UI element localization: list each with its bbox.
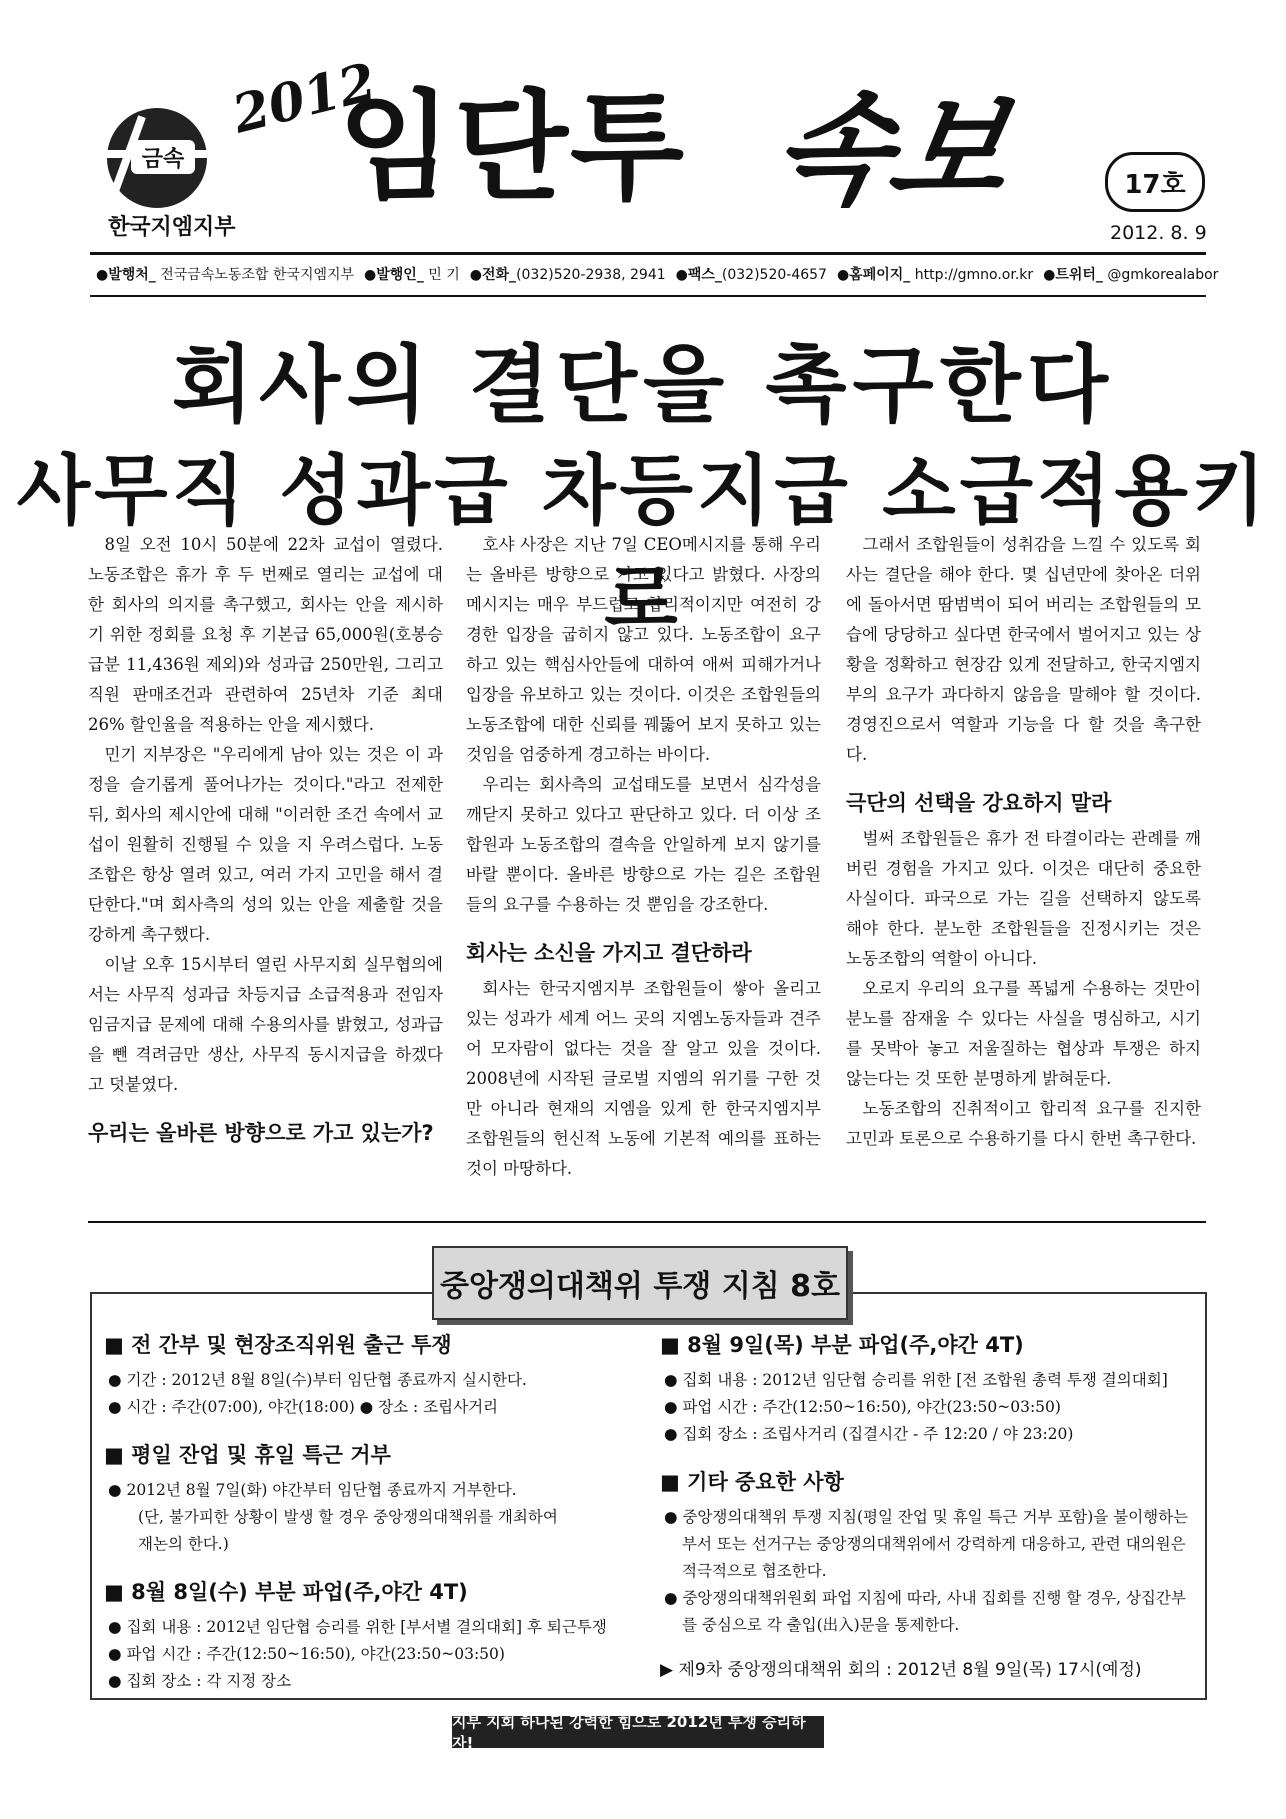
section-heading: 극단의 선택을 강요하지 말라 xyxy=(846,791,1112,815)
guideline-item: ● 파업 시간 : 주간(12:50~16:50), 야간(23:50~03:50) xyxy=(664,1398,1061,1416)
phone: (032)520-2938, 2941 xyxy=(516,267,666,283)
guideline-section-title: ■ 기타 중요한 사항 xyxy=(660,1470,844,1494)
guideline-item: ● 중앙쟁의대책위원회 파업 지침에 따라, 사내 집회를 진행 할 경우, 상집간부를 중심으로 각 출입(出入)문을 통제한다. xyxy=(664,1589,1186,1634)
paragraph: 벌써 조합원들은 휴가 전 타결이라는 관례를 깨버린 경험을 가지고 있다. 이것은 대단히 중요한 사실이다. 파국으로 가는 길을 선택하지 않도록 해야 한다. 분노한 조합원들을 진정시키는 것은 노동조합의 역할이 아니다. xyxy=(846,829,1201,968)
masthead-subtitle: 속보 xyxy=(762,82,1020,221)
guideline-item: ● 파업 시간 : 주간(12:50~16:50), 야간(23:50~03:50) xyxy=(108,1645,505,1663)
issuer-label: ●발행인_ xyxy=(364,267,424,283)
guideline-item: ● 집회 장소 : 각 지정 장소 xyxy=(108,1672,292,1690)
paragraph: 그래서 조합원들이 성취감을 느낄 수 있도록 회사는 결단을 해야 한다. 몇 십년만에 찾아온 더위에 돌아서면 땀범벅이 되어 버리는 조합원들의 모습에 당당하고 싶다면 한국에서 벌어지고 있는 상황을 정확하고 현장감 있게 전달하고, 한국지엠지부의 요구가 과다하지 않음을 말해야 할 것이다. 경영진으로서 역할과 기능을 다 할 것을 촉구한다. xyxy=(846,535,1201,764)
section-heading: 우리는 올바른 방향으로 가고 있는가? xyxy=(88,1121,434,1145)
guideline-item: ● 시간 : 주간(07:00), 야간(18:00) ● 장소 : 조립사거리 xyxy=(108,1398,499,1416)
issuer: 민 기 xyxy=(428,267,460,283)
guideline-note: (단, 불가피한 상황이 발생 할 경우 중앙쟁의대책위를 개최하여 xyxy=(138,1508,558,1526)
guideline-item: ● 기간 : 2012년 8월 8일(수)부터 임단협 종료까지 실시한다. xyxy=(108,1371,527,1389)
guideline-section-title: ■ 8월 8일(수) 부분 파업(주,야간 4T) xyxy=(104,1580,468,1604)
masthead-branch: 한국지엠지부 xyxy=(108,215,236,240)
guidelines-title: 중앙쟁의대책위 투쟁 지침 8호 xyxy=(432,1246,848,1320)
publication-info xyxy=(96,264,1219,284)
guideline-section-title: ■ 평일 잔업 및 휴일 특근 거부 xyxy=(104,1443,391,1467)
headline-primary: 회사의 결단을 촉구한다 xyxy=(172,336,1114,434)
paragraph: 노동조합의 진취적이고 합리적 요구를 진지한 고민과 토론으로 수용하기를 다시 한번 촉구한다. xyxy=(846,1099,1201,1148)
union-logo xyxy=(95,100,235,220)
section-heading: 회사는 소신을 가지고 결단하라 xyxy=(466,941,752,965)
guideline-item: ● 집회 내용 : 2012년 임단협 승리를 위한 [전 조합원 총력 투쟁 결의대회] xyxy=(664,1371,1168,1389)
phone-label: ●전화_ xyxy=(469,267,517,283)
guideline-section-title: ■ 8월 9일(목) 부분 파업(주,야간 4T) xyxy=(660,1333,1024,1357)
twitter-label: ●트위터_ xyxy=(1043,267,1103,283)
paragraph: 호샤 사장은 지난 7일 CEO메시지를 통해 우리는 올바른 방향으로 가고 있다고 밝혔다. 사장의 메시지는 매우 부드럽고 합리적이지만 여전히 강경한 입장을 굽히지 않고 있다. 노동조합이 요구하고 있는 핵심사안들에 대하여 애써 피해가거나 입장을 유보하고 있는 것이다. 이것은 조합원들의 노동조합에 대한 신뢰를 꿰뚫어 보지 못하고 있는 것임을 엄중하게 경고하는 바이다. xyxy=(466,535,821,764)
masthead-year: 2012 xyxy=(226,51,382,146)
paragraph: 우리는 회사측의 교섭태도를 보면서 심각성을 깨닫지 못하고 있다고 판단하고 있다. 더 이상 조합원과 노동조합의 결속을 안일하게 보지 않기를 바랄 뿐이다. 올바른 방향으로 가는 길은 조합원들의 요구를 수용하는 것 뿐임을 강조한다. xyxy=(466,775,821,914)
issue-date: 2012. 8. 9 xyxy=(1110,222,1207,244)
svg-text:금속: 금속 xyxy=(141,147,185,172)
guidelines-column-1 xyxy=(104,1325,614,1695)
paragraph: 회사는 한국지엠지부 조합원들이 쌓아 올리고 있는 성과가 세계 어느 곳의 지엠노동자들과 견주어 모자람이 없다는 것을 잘 알고 있을 것이다. 2008년에 시작된 글로벌 지엠의 위기를 구한 것만 아니라 현재의 지엠을 있게 한 한국지엠지부 조합원들의 헌신적 노동에 기본적 예의를 표하는 것이 마땅하다. xyxy=(466,979,821,1178)
divider xyxy=(90,252,1206,255)
fax-label: ●팩스_ xyxy=(675,267,722,283)
headline-secondary: 사무직 성과급 차등지급 소급적용키로 xyxy=(16,446,1270,644)
divider xyxy=(88,1221,1206,1223)
fax: (032)520-4657 xyxy=(721,267,827,283)
issue-badge: 17호 xyxy=(1105,152,1205,212)
guideline-item: ● 집회 장소 : 조립사거리 (집결시간 - 주 12:20 / 야 23:20) xyxy=(664,1425,1074,1443)
next-meeting-notice: ▶ 제9차 중앙쟁의대책위 회의 : 2012년 8월 9일(목) 17시(예정) xyxy=(660,1660,1142,1680)
footer-slogan: 지부 지회 하나된 강력한 힘으로 2012년 투쟁 승리하자! xyxy=(452,1716,824,1748)
guideline-item: ● 집회 내용 : 2012년 임단협 승리를 위한 [부서별 결의대회] 후 퇴근투쟁 xyxy=(108,1618,607,1636)
guideline-note: 재논의 한다.) xyxy=(138,1535,229,1553)
masthead-title: 임단투 xyxy=(338,78,686,216)
web-label: ●홈페이지_ xyxy=(836,267,911,283)
paragraph: 오로지 우리의 요구를 폭넓게 수용하는 것만이 분노를 잠재울 수 있다는 사실을 명심하고, 시기를 못박아 놓고 저울질하는 협상과 투쟁은 하지 않는다는 것 또한 분명하게 밝혀둔다. xyxy=(846,979,1201,1088)
paragraph: 민기 지부장은 "우리에게 남아 있는 것은 이 과정을 슬기롭게 풀어나가는 것이다."라고 전제한 뒤, 회사의 제시안에 대해 "이러한 조건 속에서 교섭이 원활히 진행될 수 있을 지 우려스럽다. 노동조합은 항상 열려 있고, 여러 가지 고민을 해서 결단한다."며 회사측의 성의 있는 안을 제출할 것을 강하게 촉구했다. xyxy=(88,745,443,944)
paragraph: 이날 오후 15시부터 열린 사무지회 실무협의에서는 사무직 성과급 차등지급 소급적용과 전임자 임금지급 문제에 대해 수용의사를 밝혔고, 성과급을 뺀 격려금만 생산, 사무직 동시지급을 하겠다고 덧붙였다. xyxy=(88,955,443,1094)
divider xyxy=(90,295,1206,297)
publisher-label: ●발행처_ xyxy=(96,267,156,283)
twitter-handle[interactable]: @gmkorealabor xyxy=(1107,267,1219,283)
guidelines-column-2 xyxy=(660,1325,1190,1684)
guideline-section-title: ■ 전 간부 및 현장조직위원 출근 투쟁 xyxy=(104,1333,452,1357)
article-column-1 xyxy=(88,530,443,1154)
paragraph: 8일 오전 10시 50분에 22차 교섭이 열렸다. 노동조합은 휴가 후 두 번째로 열리는 교섭에 대한 회사의 의지를 촉구했고, 회사는 안을 제시하기 위한 정회를 요청 후 기본급 65,000원(호봉승급분 11,436원 제외)와 성과급 250만원, 그리고 직원 판매조건과 관련하여 25년차 기준 최대 26% 할인율을 적용하는 안을 제시했다. xyxy=(88,535,443,734)
homepage-link[interactable]: http://gmno.or.kr xyxy=(914,267,1034,283)
guideline-item: ● 중앙쟁의대책위 투쟁 지침(평일 잔업 및 휴일 특근 거부 포함)을 불이행하는 부서 또는 선거구는 중앙쟁의대책위에서 강력하게 대응하고, 관련 대의원은 적극적으로 협조한다. xyxy=(664,1508,1189,1580)
article-column-2 xyxy=(466,530,821,1184)
publisher: 전국금속노동조합 한국지엠지부 xyxy=(160,267,355,283)
guideline-item: ● 2012년 8월 7일(화) 야간부터 임단협 종료까지 거부한다. xyxy=(108,1481,517,1499)
article-column-3 xyxy=(846,530,1201,1154)
